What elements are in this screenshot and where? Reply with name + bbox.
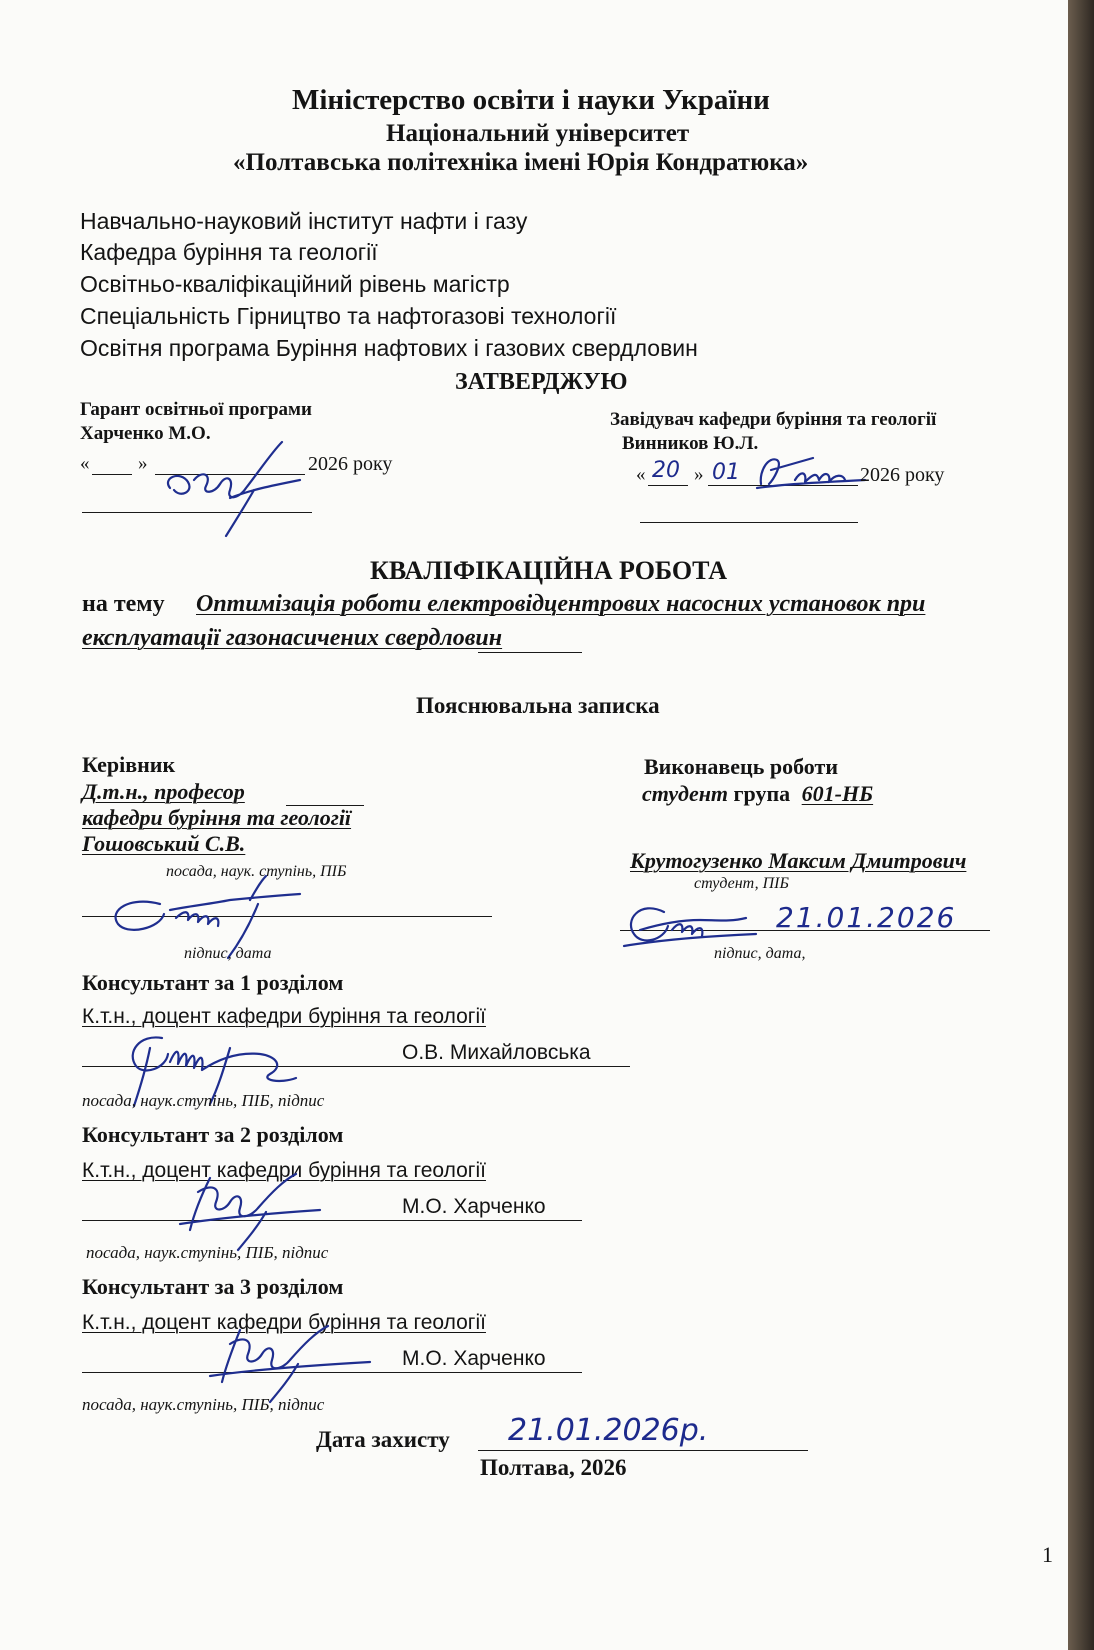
specialty-line: Спеціальність Гірництво та нафтогазові технології xyxy=(80,303,617,329)
student-label: Виконавець роботи xyxy=(644,754,839,779)
head-month-handwritten: 01 xyxy=(712,460,740,485)
guarantor-date-year: 2026 року xyxy=(308,453,393,475)
guarantor-signature xyxy=(150,440,320,540)
guarantor-title: Гарант освітньої програми xyxy=(80,399,312,420)
student-sign-caption: підпис, дата, xyxy=(714,945,806,962)
consultant-3-caption: посада, наук.ступінь, ПІБ, підпис xyxy=(82,1395,325,1414)
topic-line-2-extension xyxy=(478,652,582,653)
student-name-caption: студент, ПІБ xyxy=(694,875,789,892)
city-year: Полтава, 2026 xyxy=(480,1455,627,1480)
head-day-handwritten: 20 xyxy=(652,458,680,483)
guarantor-name: Харченко М.О. xyxy=(80,423,211,444)
student-group-prefix: студент xyxy=(642,781,729,806)
topic-line-1: Оптимізація роботи електровідцентрових насосних установок при xyxy=(196,591,926,617)
supervisor-department: кафедри буріння та геології xyxy=(82,805,352,830)
head-of-department-title: Завідувач кафедри буріння та геології xyxy=(610,409,937,430)
defense-date-handwritten: 21.01.2026р. xyxy=(508,1413,709,1448)
head-day-line xyxy=(648,485,688,486)
work-title: КВАЛІФІКАЦІЙНА РОБОТА xyxy=(370,556,727,585)
student-group-word: група xyxy=(733,781,791,806)
guarantor-day-line xyxy=(92,474,132,475)
head-of-department-name: Винников Ю.Л. xyxy=(622,433,759,454)
supervisor-position-caption: посада, наук. ступінь, ПІБ xyxy=(166,863,347,880)
supervisor-sign-caption: підпис, дата xyxy=(184,945,272,962)
consultant-2-label: Консультант за 2 розділом xyxy=(82,1122,344,1147)
guarantor-date-close-quote: » xyxy=(138,453,148,474)
head-date-close-quote: » xyxy=(694,464,704,485)
consultant-1-name: О.В. Михайловська xyxy=(402,1041,591,1064)
head-date-open-quote: « xyxy=(636,464,646,485)
supervisor-label: Керівник xyxy=(82,752,176,777)
consultant-1-caption: посада, наук.ступінь, ПІБ, підпис xyxy=(82,1091,325,1110)
student-sign-date-handwritten: 21.01.2026 xyxy=(776,901,957,934)
consultant-3-label: Консультант за 3 розділом xyxy=(82,1274,344,1299)
university-full-name: «Полтавська політехніка імені Юрія Кондратюка» xyxy=(233,149,809,176)
university-name: Національний університет xyxy=(386,120,690,147)
ministry-title: Міністерство освіти і науки України xyxy=(292,84,770,116)
approve-heading: ЗАТВЕРДЖУЮ xyxy=(455,369,628,395)
topic-line-2-text: експлуатації газонасичених свердловин xyxy=(82,625,503,651)
consultant-2-signature xyxy=(150,1172,330,1252)
page-edge-shadow xyxy=(1068,0,1094,1650)
head-date-year: 2026 року xyxy=(860,464,945,486)
student-name: Крутогузенко Максим Дмитрович xyxy=(630,848,967,873)
consultant-2-caption: посада, наук.ступінь, ПІБ, підпис xyxy=(86,1243,329,1262)
head-signature-line xyxy=(640,522,858,523)
explanatory-note-title: Пояснювальна записка xyxy=(416,693,660,718)
topic-line-2 xyxy=(82,626,502,650)
topic-prefix: на тему xyxy=(82,591,165,617)
institute-line: Навчально-науковий інститут нафти і газу xyxy=(80,208,528,234)
defense-date-label: Дата захисту xyxy=(316,1427,450,1452)
consultant-3-signature xyxy=(200,1322,380,1402)
head-signature xyxy=(755,440,875,500)
supervisor-degree: Д.т.н., професор xyxy=(82,779,245,804)
consultant-2-name: М.О. Харченко xyxy=(402,1195,546,1218)
consultant-1-position: К.т.н., доцент кафедри буріння та геології xyxy=(82,1005,486,1028)
page-number: 1 xyxy=(1042,1542,1053,1567)
level-line: Освітньо-кваліфікаційний рівень магістр xyxy=(80,271,510,297)
program-line: Освітня програма Буріння нафтових і газових свердловин xyxy=(80,335,698,361)
student-group-row xyxy=(642,783,887,805)
defense-date-line xyxy=(478,1450,808,1451)
department-line: Кафедра буріння та геології xyxy=(80,239,378,265)
consultant-3-name: М.О. Харченко xyxy=(402,1347,546,1370)
guarantor-date-open-quote: « xyxy=(80,453,90,474)
consultant-3-position: К.т.н., доцент кафедри буріння та геології xyxy=(82,1311,486,1334)
consultant-1-label: Консультант за 1 розділом xyxy=(82,970,344,995)
consultant-2-position: К.т.н., доцент кафедри буріння та геології xyxy=(82,1159,486,1182)
student-group-value: 601-НБ xyxy=(801,781,874,806)
supervisor-name: Гошовський С.В. xyxy=(82,831,246,856)
